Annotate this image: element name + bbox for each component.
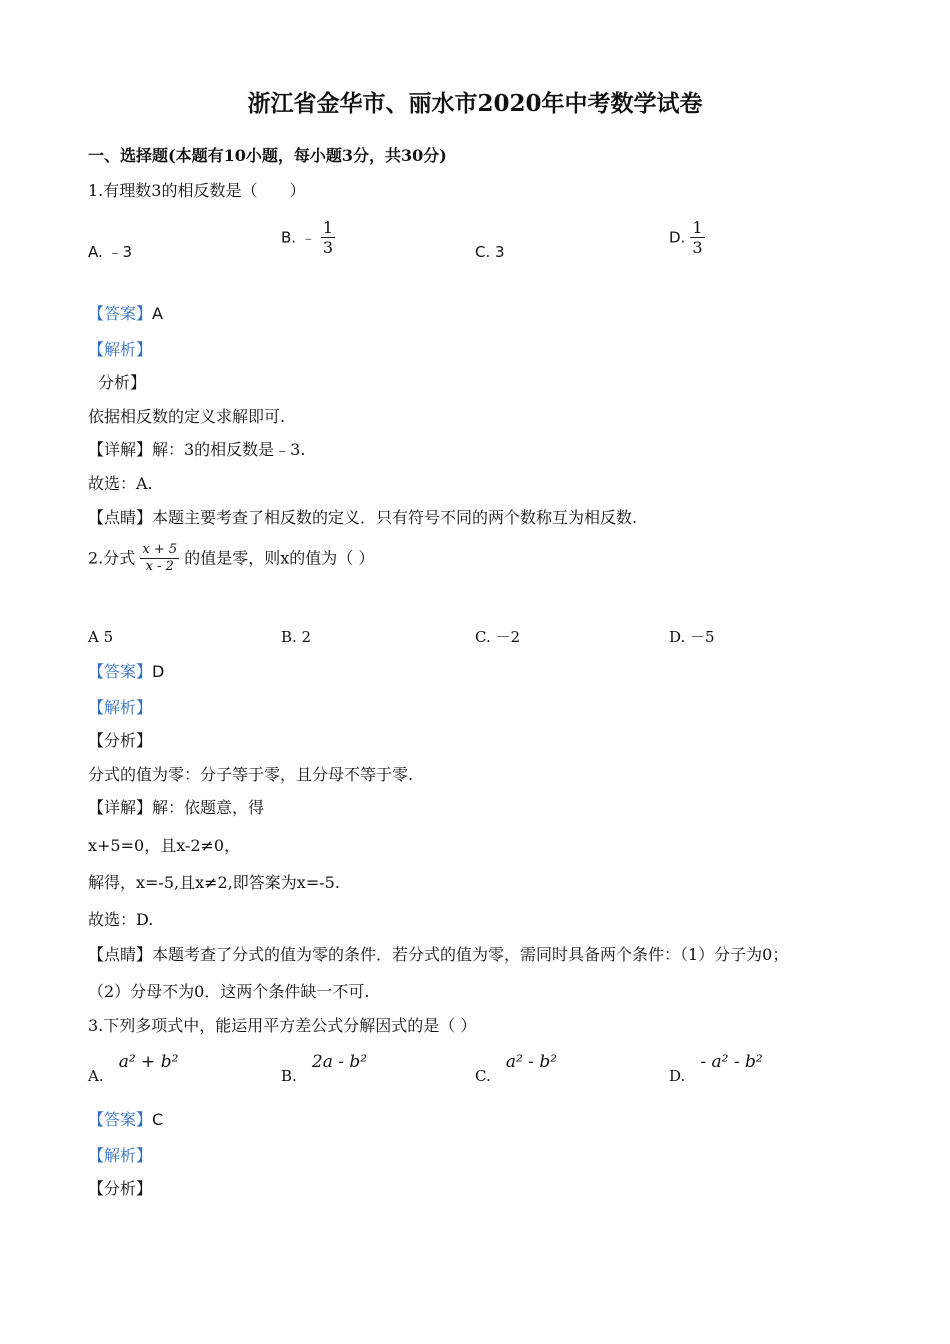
- q2-jiexi-tag: 【解析】: [88, 698, 153, 717]
- q2-dianjing-line1: 【点睛】本题考查了分式的值为零的条件．若分式的值为零，需同时具备两个条件：（1）分子为0；: [88, 945, 789, 964]
- q2-line1: x+5=0，且x-2≠0，: [88, 836, 241, 855]
- q1-option-b: [281, 218, 335, 257]
- q1-option-b-denominator: 3: [322, 238, 334, 258]
- q2-option-c: C. －2: [475, 628, 521, 646]
- q3-option-a-label: A.: [88, 1067, 104, 1085]
- q1-option-a: A. ﹣3: [88, 243, 133, 261]
- q2-dianjing-line2: （2）分母不为0．这两个条件缺一不可.: [88, 982, 370, 1001]
- q3-option-c-label: C.: [475, 1067, 491, 1085]
- q3-option-c-expr: a² - b²: [505, 1052, 558, 1072]
- answer-value: C: [152, 1110, 164, 1129]
- q1-option-b-label: B. ﹣: [281, 228, 316, 247]
- answer-tag: 【答案】: [88, 1110, 153, 1129]
- q2-fraction-numerator: x + 5: [142, 542, 178, 557]
- q2-line2: 解得，x=-5,且x≠2,即答案为x=-5.: [88, 873, 340, 892]
- q2-option-d: D. －5: [669, 628, 715, 646]
- q3-option-a-expr: a² + b²: [118, 1052, 179, 1072]
- q2-fenxi-tag: 【分析】: [88, 731, 153, 750]
- q1-option-d-numerator: 1: [692, 218, 703, 237]
- q2-fraction-denominator: x - 2: [140, 558, 179, 575]
- q3-option-b-label: B.: [281, 1067, 297, 1085]
- q2-detail: 【详解】解：依题意，得: [88, 798, 265, 817]
- q2-stem-suffix: 的值是零，则x的值为（ ）: [184, 548, 375, 568]
- q2-fraction: [140, 542, 179, 574]
- q1-option-c: C. 3: [475, 243, 505, 261]
- q3-option-d-expr: - a² - b²: [700, 1052, 763, 1072]
- answer-tag: 【答案】: [88, 662, 153, 681]
- q3-option-b: [281, 1052, 368, 1085]
- q3-option-c: [475, 1052, 558, 1085]
- q2-stem: [88, 542, 374, 574]
- q1-option-b-fraction: [321, 218, 335, 257]
- q1-option-d-denominator: 3: [692, 238, 703, 258]
- q1-detail: 【详解】解：3的相反数是﹣3.: [88, 440, 306, 459]
- q3-stem: 3.下列多项式中，能运用平方差公式分解因式的是（ ）: [88, 1016, 477, 1035]
- q1-answer: [88, 304, 163, 323]
- q2-stem-prefix: 2.分式: [88, 548, 136, 568]
- q2-option-b: B. 2: [281, 628, 312, 646]
- q2-answer: [88, 662, 164, 681]
- q3-option-a: [88, 1052, 179, 1085]
- q1-option-d: [669, 218, 705, 257]
- q3-jiexi-tag: 【解析】: [88, 1146, 153, 1165]
- q3-answer: [88, 1110, 163, 1129]
- q2-fenxi-text: 分式的值为零：分子等于零，且分母不等于零.: [88, 765, 414, 784]
- q1-choice: 故选：A.: [88, 474, 153, 493]
- answer-value: D: [152, 662, 165, 681]
- q1-jiexi-tag: 【解析】: [88, 340, 153, 359]
- q1-option-b-numerator: 1: [322, 218, 334, 237]
- q1-option-d-fraction: [690, 218, 704, 257]
- section-heading: 一、选择题(本题有10小题，每小题3分，共30分): [88, 146, 447, 165]
- page-title: 浙江省金华市、丽水市2020年中考数学试卷: [247, 90, 703, 117]
- q1-dianjing: 【点睛】本题主要考查了相反数的定义．只有符号不同的两个数称互为相反数.: [88, 508, 638, 527]
- q3-option-d-label: D.: [669, 1067, 686, 1085]
- answer-tag: 【答案】: [88, 304, 153, 323]
- q1-stem: 1.有理数3的相反数是（ ）: [88, 181, 306, 200]
- answer-value: A: [152, 304, 163, 323]
- q3-fenxi-tag: 【分析】: [88, 1179, 153, 1198]
- q1-fenxi-text: 依据相反数的定义求解即可.: [88, 407, 286, 426]
- q1-fenxi-tag: 分析】: [98, 373, 147, 392]
- q2-choice: 故选：D.: [88, 910, 154, 929]
- q1-option-d-label: D.: [669, 228, 686, 247]
- q3-option-b-expr: 2a - b²: [311, 1052, 368, 1072]
- q2-option-a: A 5: [88, 628, 114, 646]
- q3-option-d: [669, 1052, 763, 1085]
